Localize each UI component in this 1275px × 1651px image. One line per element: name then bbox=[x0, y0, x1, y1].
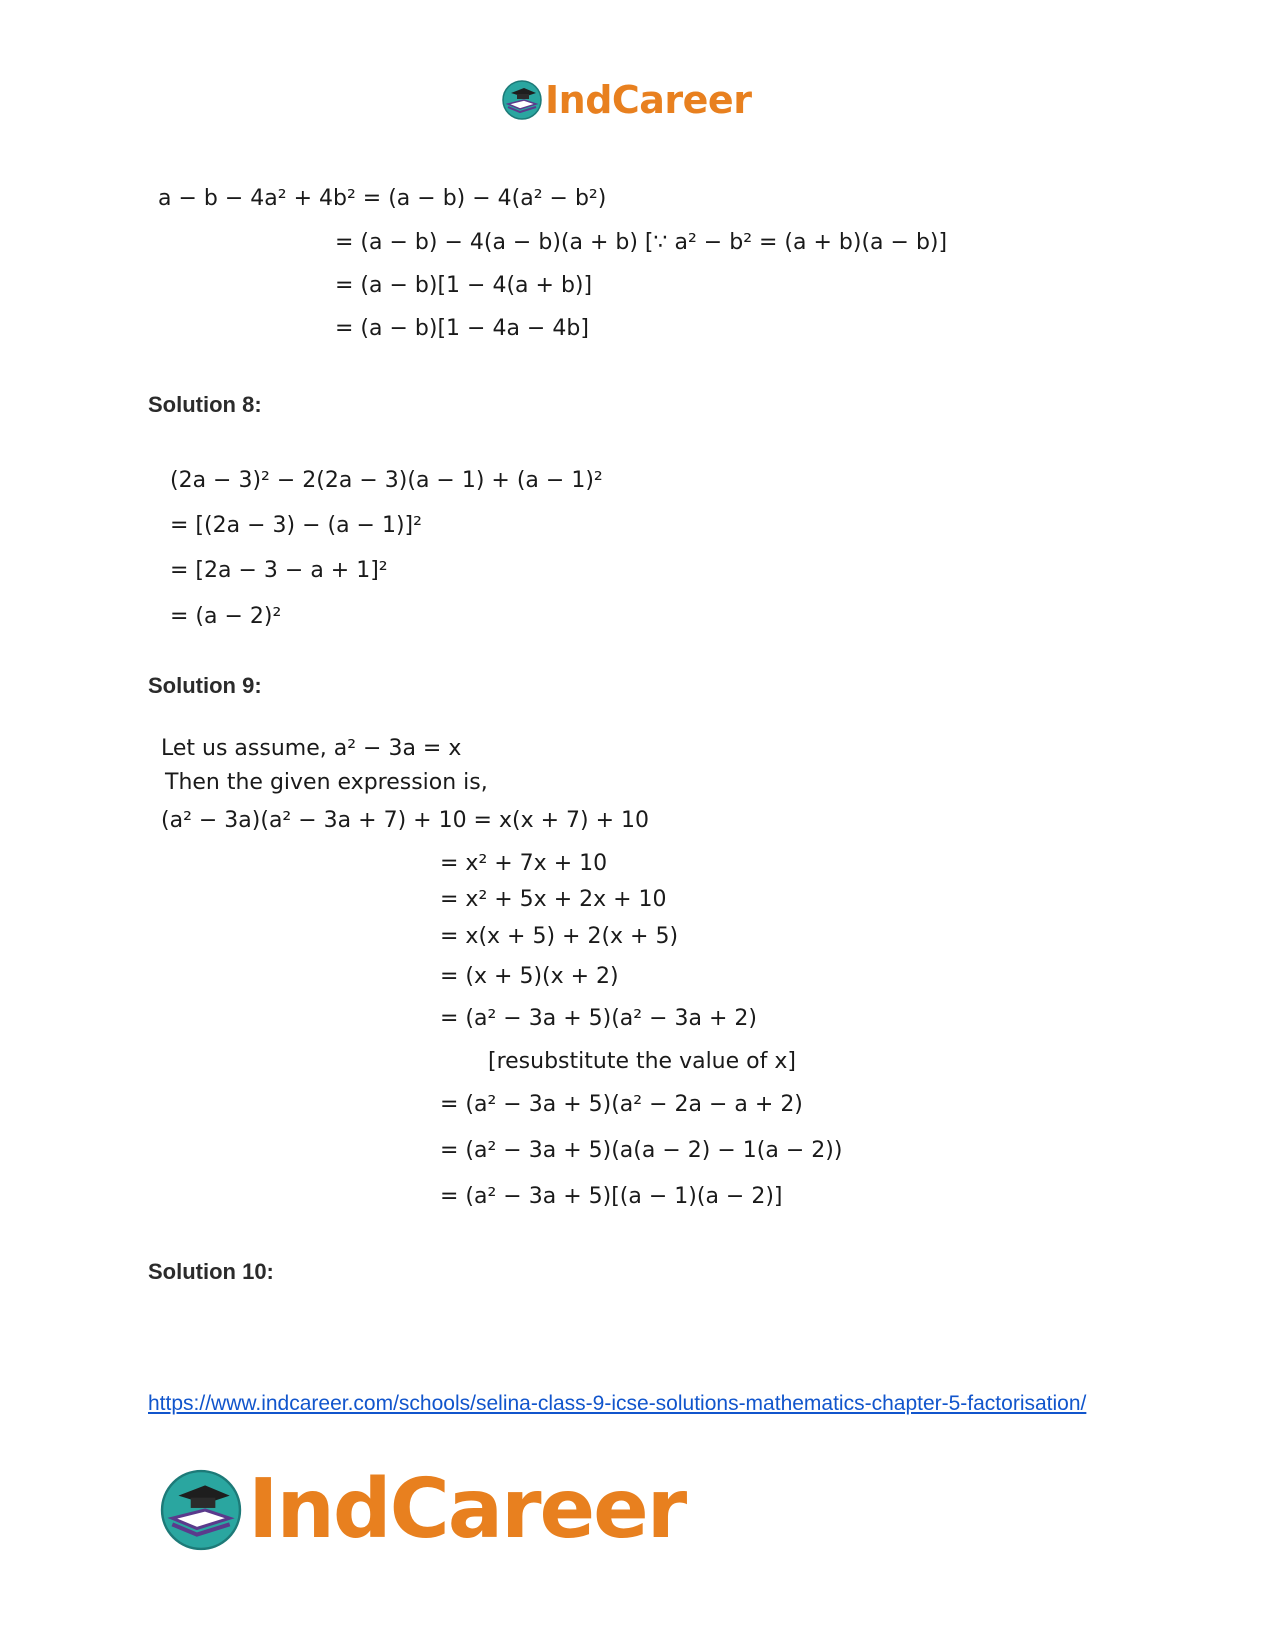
sol9-line-8: = (a² − 3a + 5)(a(a − 2) − 1(a − 2)) bbox=[440, 1138, 843, 1163]
sol8-line-4: = (a − 2)² bbox=[170, 604, 282, 629]
sol9-line-5: = (x + 5)(x + 2) bbox=[440, 964, 619, 989]
sol7-line-1: a − b − 4a² + 4b² = (a − b) − 4(a² − b²) bbox=[158, 186, 607, 211]
logo-wordmark: IndCareer bbox=[545, 78, 752, 122]
sol7-line-4: = (a − b)[1 − 4a − 4b] bbox=[335, 316, 589, 341]
sol9-intro-1: Let us assume, a² − 3a = x bbox=[161, 736, 462, 761]
graduation-cap-book-icon bbox=[502, 80, 542, 120]
sol9-intro-2: Then the given expression is, bbox=[165, 770, 488, 795]
sol9-line-7: = (a² − 3a + 5)(a² − 2a − a + 2) bbox=[440, 1092, 803, 1117]
sol9-line-9: = (a² − 3a + 5)[(a − 1)(a − 2)] bbox=[440, 1184, 783, 1209]
sol8-line-2: = [(2a − 3) − (a − 1)]² bbox=[170, 513, 422, 538]
sol8-line-3: = [2a − 3 − a + 1]² bbox=[170, 558, 388, 583]
source-link[interactable]: https://www.indcareer.com/schools/selina-class-9-icse-solutions-mathematics-chapter-5-factorisation/ bbox=[148, 1392, 1087, 1415]
sol9-line-2: = x² + 7x + 10 bbox=[440, 851, 608, 876]
solution-9-heading: Solution 9: bbox=[148, 673, 262, 698]
sol9-line-6: = (a² − 3a + 5)(a² − 3a + 2) bbox=[440, 1006, 757, 1031]
sol9-note: [resubstitute the value of x] bbox=[488, 1049, 796, 1074]
solution-10-heading: Solution 10: bbox=[148, 1259, 274, 1284]
sol7-line-3: = (a − b)[1 − 4(a + b)] bbox=[335, 273, 593, 298]
footer-logo-wordmark: IndCareer bbox=[248, 1462, 686, 1557]
sol9-line-3: = x² + 5x + 2x + 10 bbox=[440, 887, 667, 912]
graduation-cap-book-icon bbox=[160, 1469, 242, 1551]
sol7-line-2: = (a − b) − 4(a − b)(a + b) [∵ a² − b² = (a + b)(a − b)] bbox=[335, 230, 948, 255]
footer-logo bbox=[160, 1462, 685, 1557]
header-logo bbox=[502, 78, 751, 122]
sol9-line-1: (a² − 3a)(a² − 3a + 7) + 10 = x(x + 7) + 10 bbox=[161, 808, 650, 833]
sol8-line-1: (2a − 3)² − 2(2a − 3)(a − 1) + (a − 1)² bbox=[170, 468, 603, 493]
sol9-line-4: = x(x + 5) + 2(x + 5) bbox=[440, 924, 679, 949]
solution-8-heading: Solution 8: bbox=[148, 392, 262, 417]
